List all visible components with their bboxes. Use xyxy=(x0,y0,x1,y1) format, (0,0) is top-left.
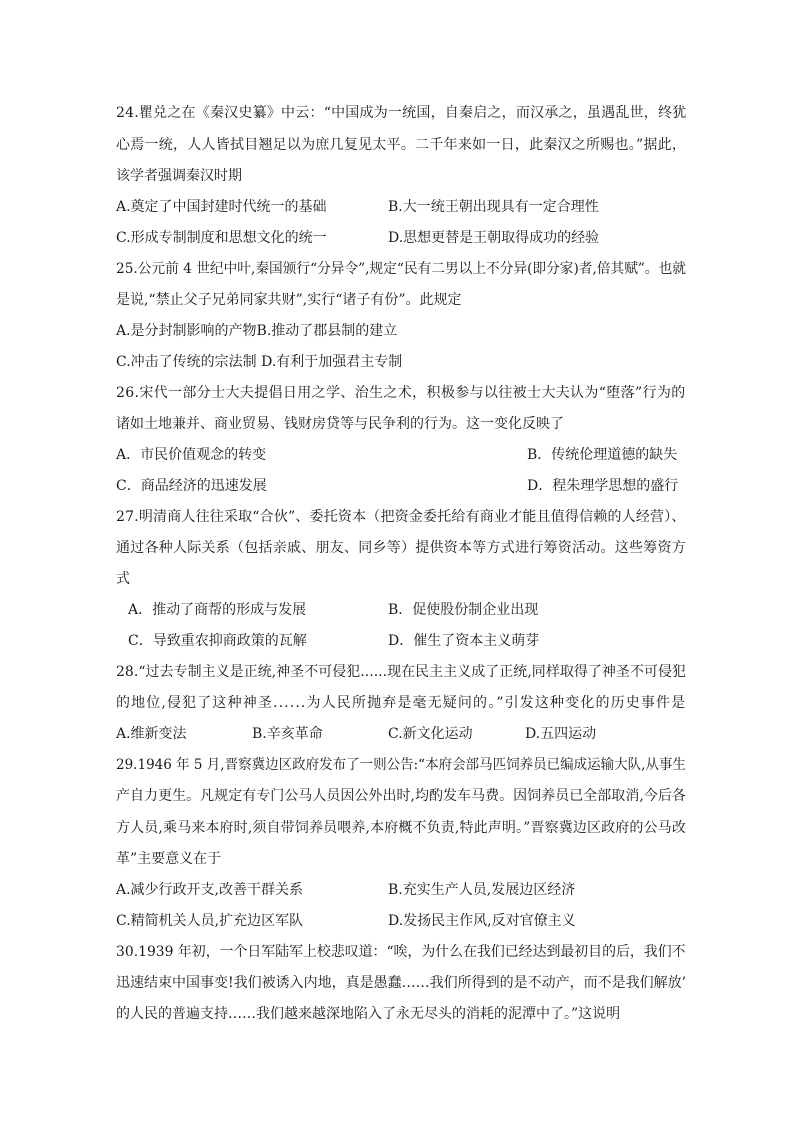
question-stem-line: 革”主要意义在于 xyxy=(116,851,222,867)
option-c: C.新文化运动 xyxy=(388,726,473,742)
question-stem-line: 诸如土地兼并、商业贸易、钱财房贷等与民争利的行为。这一变化反映了 xyxy=(116,416,564,432)
option-a: A.维新变法 xyxy=(116,726,187,742)
option-c: C．商品经济的迅速发展 xyxy=(116,478,267,494)
option-c: C.形成专制制度和思想文化的统一 xyxy=(116,230,327,246)
question-stem-line: 迅速结束中国事变!我们被诱入内地，真是愚蠢……我们所得到的是不动产，而不是我们解放’ xyxy=(116,975,687,991)
option-c: C.精简机关人员,扩充边区军队 xyxy=(116,913,304,929)
option-d: D．程朱理学思想的盛行 xyxy=(527,478,679,494)
option-b: B．促使股份制企业出现 xyxy=(388,602,539,618)
option-a-b: A.是分封制影响的产物B.推动了郡县制的建立 xyxy=(116,323,398,339)
option-c-d: C.冲击了传统的宗法制 D.有利于加强君主专制 xyxy=(116,354,403,370)
question-stem-line: 的地位,侵犯了这种神圣......为人民所抛弃是毫无疑问的。”引发这种变化的历史事件是 xyxy=(116,695,687,711)
question-stem-line: 25.公元前 4 世纪中叶,秦国颁行“分异令”,规定“民有二男以上不分异(即分家)者,倍其赋”。也就 xyxy=(116,261,686,277)
question-stem-line: 是说,“禁止父子兄弟同家共财”,实行“诸子有份”。此规定 xyxy=(116,292,462,308)
option-d: D．催生了资本主义萌芽 xyxy=(388,633,540,649)
question-stem-line: 28.“过去专制主义是正统,神圣不可侵犯......现在民主主义成了正统,同样取得了神圣不可侵犯 xyxy=(116,664,687,680)
question-stem-line: 产自力更生。凡规定有专门公马人员因公外出时,均酌发车马费。因饲养员已全部取消,今后各 xyxy=(116,788,686,804)
option-b: B.大一统王朝出现具有一定合理性 xyxy=(388,199,599,215)
option-b: B.充实生产人员,发展边区经济 xyxy=(388,882,576,898)
question-stem-line: 26.宋代一部分士大夫提倡日用之学、治生之术，积极参与以往被士大夫认为“堕落”行为的 xyxy=(116,385,686,401)
option-d: D.思想更替是王朝取得成功的经验 xyxy=(388,230,600,246)
option-d: D.五四运动 xyxy=(525,726,597,742)
question-stem-line: 的人民的普遍支持……我们越来越深地陷入了永无尽头的消耗的泥潭中了。”这说明 xyxy=(116,1006,621,1022)
question-stem-line: 30.1939 年初，一个日军陆军上校悲叹道：“唉，为什么在我们已经达到最初目的后，我们不 xyxy=(116,944,686,960)
question-stem-line: 通过各种人际关系（包括亲戚、朋友、同乡等）提供资本等方式进行筹资活动。这些筹资方 xyxy=(116,540,686,556)
option-b: B.辛亥革命 xyxy=(252,726,323,742)
question-stem-line: 心焉一统，人人皆拭目翘足以为庶几复见太平。二千年来如一日，此秦汉之所赐也。”据此， xyxy=(116,137,687,153)
option-a: A．市民价值观念的转变 xyxy=(116,447,267,463)
question-stem-line: 29.1946 年 5 月,晋察冀边区政府发布了一则公告:“本府会部马匹饲养员已编成运输大队,从事生 xyxy=(116,757,686,773)
option-a: A.减少行政开支,改善干群关系 xyxy=(116,882,304,898)
option-a: A.奠定了中国封建时代统一的基础 xyxy=(116,199,327,215)
question-stem-line: 式 xyxy=(116,571,130,587)
option-b: B．传统伦理道德的缺失 xyxy=(527,447,678,463)
question-stem-line: 方人员,乘马来本府时,须自带饲养员喂养,本府概不负责,特此声明。”晋察冀边区政府的公马改 xyxy=(116,820,686,836)
option-a: A．推动了商帮的形成与发展 xyxy=(128,602,307,618)
question-stem-line: 24.瞿兑之在《秦汉史纂》中云：“中国成为一统国，自秦启之，而汉承之，虽遇乱世，终犹 xyxy=(116,105,687,121)
question-stem-line: 27.明清商人往往采取“合伙”、委托资本（把资金委托给有商业才能且值得信赖的人经营）、 xyxy=(116,509,686,525)
option-c: C．导致重农抑商政策的瓦解 xyxy=(128,633,307,649)
question-stem-line: 该学者强调秦汉时期 xyxy=(116,168,242,184)
option-d: D.发扬民主作风,反对官僚主义 xyxy=(388,913,576,929)
